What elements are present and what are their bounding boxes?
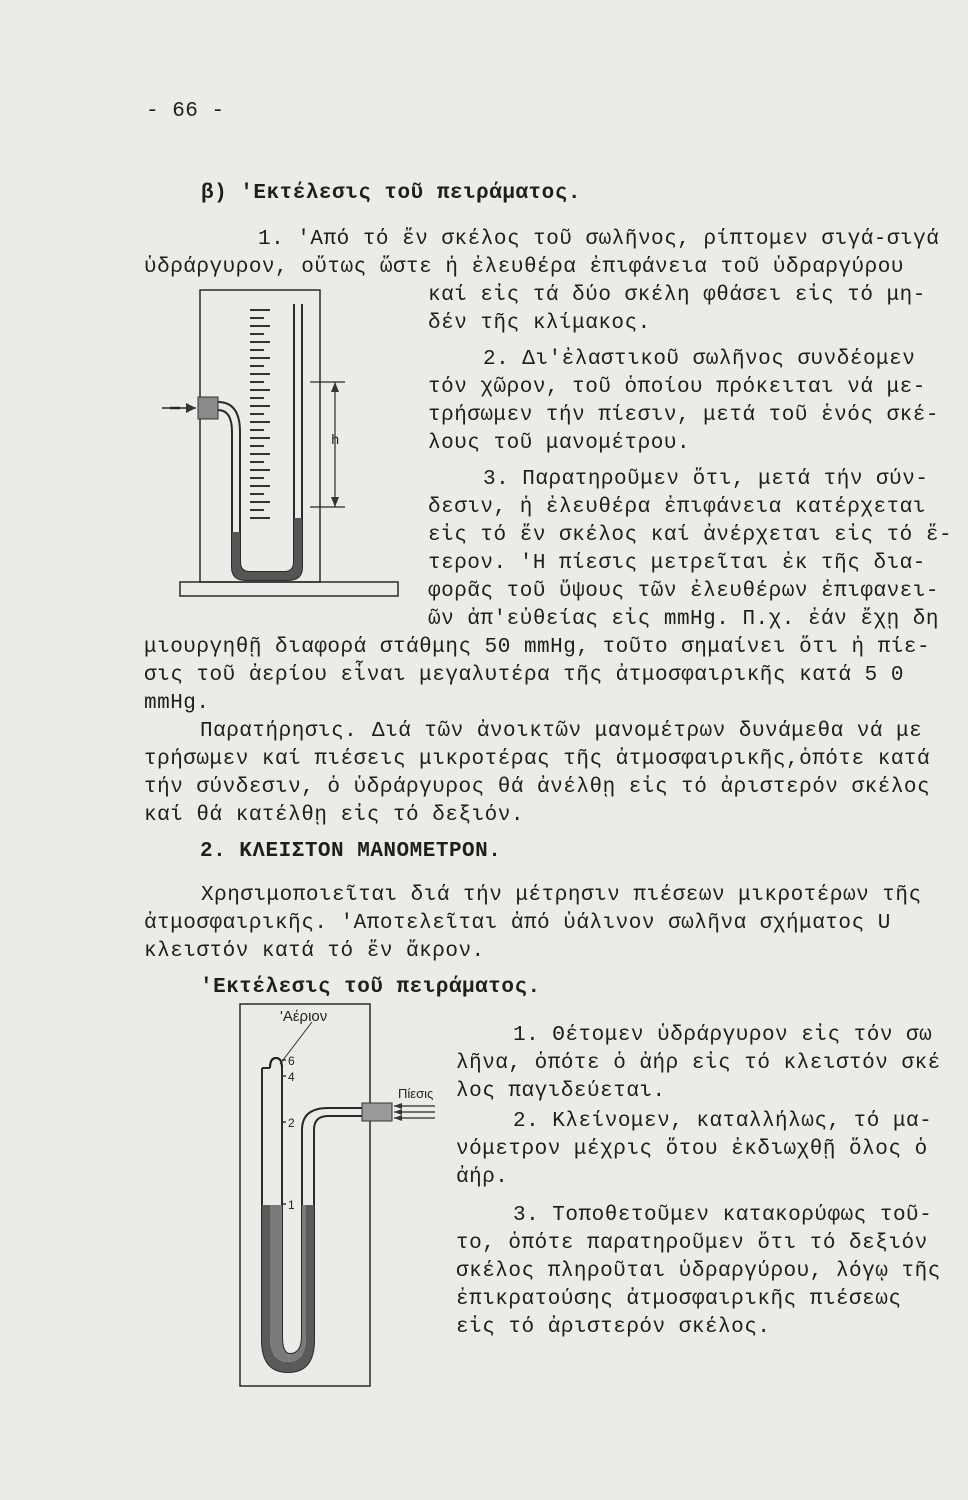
open-manometer-figure	[160, 282, 422, 622]
air-label: 'Αέριον	[280, 1008, 328, 1025]
section-2-exec-line: εἰς τό ἀριστερόν σκέλος.	[456, 1316, 771, 1339]
closed-manometer-figure	[230, 1000, 460, 1390]
section-2-exec-line: το, ὁπότε παρατηροῦμεν ὅτι τό δεξιόν	[456, 1232, 928, 1255]
section-b-line: τερον. 'Η πίεσις μετρεῖται ἐκ τῆς δια-	[428, 552, 926, 575]
section-2-line: ἀτμοσφαιρικῆς. 'Αποτελεῖται ἀπό ὑάλινον σωλῆνα σχήματος U	[144, 912, 891, 935]
section-b-line: καί εἰς τά δύο σκέλη φθάσει εἰς τό μη-	[428, 284, 926, 307]
section-b-heading: β) 'Εκτέλεσις τοῦ πειράματος.	[201, 182, 581, 205]
section-2-exec-line: νόμετρον μέχρις ὅτου ἐκδιωχθῇ ὅλος ὁ	[456, 1138, 928, 1161]
section-2-exec-line: 3. Τοποθετοῦμεν κατακορύφως τοῦ-	[513, 1204, 933, 1227]
remark-line: τήν σύνδεσιν, ὁ ὑδράργυρος θά ἀνέλθῃ εἰς τό ἀριστερόν σκέλος	[144, 776, 931, 799]
section-b-line: ῶν ἀπ'εὐθείας εἰς mmHg. Π.χ. ἐάν ἔχῃ δη	[428, 608, 939, 631]
section-2-exec-line: ἀήρ.	[456, 1166, 509, 1189]
section-2-exec-line: 1. Θέτομεν ὑδράργυρον εἰς τόν σω	[513, 1024, 933, 1047]
section-b-line: τρήσωμεν τήν πίεσιν, μετά τοῦ ἑνός σκέ-	[428, 404, 939, 427]
section-2-exec-heading: 'Εκτέλεσις τοῦ πειράματος.	[200, 976, 541, 999]
page-number: - 66 -	[146, 100, 225, 123]
section-b-line: δεσιν, ἡ ἐλευθέρα ἐπιφάνεια κατέρχεται	[428, 496, 926, 519]
remark-line: Διά τῶν ἀνοικτῶν μανομέτρων δυνάμεθα νά με	[372, 720, 923, 743]
section-b-line: εἰς τό ἕν σκέλος καί ἀνέρχεται εἰς τό ἕ-	[428, 524, 953, 547]
section-b-line: 3. Παρατηροῦμεν ὅτι, μετά τήν σύν-	[483, 468, 929, 491]
section-2-exec-line: ἐπικρατούσης ἀτμοσφαιρικῆς πιέσεως	[456, 1288, 902, 1311]
section-2-exec-line: λος παγιδεύεται.	[456, 1080, 666, 1103]
section-b-line: λους τοῦ μανομέτρου.	[428, 432, 691, 455]
section-2-heading: 2. ΚΛΕΙΣΤΟΝ ΜΑΝΟΜΕΤΡΟΝ.	[200, 840, 502, 863]
section-b-line: μιουργηθῇ διαφορά στάθμης 50 mmHg, τοῦτο σημαίνει ὅτι ἡ πίε-	[144, 636, 931, 659]
section-b-line: φορᾶς τοῦ ὕψους τῶν ἐλευθέρων ἐπιφανει-	[428, 580, 939, 603]
section-2-exec-line: λῆνα, ὁπότε ὁ ἀήρ εἰς τό κλειστόν σκέ	[456, 1052, 941, 1075]
height-label: h	[331, 433, 340, 449]
section-2-line: Χρησιμοποιεῖται διά τήν μέτρησιν πιέσεων μικροτέρων τῆς	[201, 884, 922, 907]
section-b-line: mmHg.	[144, 692, 210, 715]
section-b-line: 1. 'Από τό ἕν σκέλος τοῦ σωλῆνος, ρίπτομεν σιγά-σιγά	[258, 228, 940, 251]
scale-label-6: 6	[288, 1054, 295, 1068]
section-b-line: ὑδράργυρον, οὕτως ὥστε ἡ ἐλευθέρα ἐπιφάνεια τοῦ ὑδραργύρου	[144, 256, 904, 279]
section-2-line: κλειστόν κατά τό ἕν ἄκρον.	[144, 940, 485, 963]
section-b-line: τόν χῶρον, τοῦ ὁποίου πρόκειται νά με-	[428, 376, 926, 399]
scale-label-1: 1	[288, 1198, 295, 1212]
scale-label-4: 4	[288, 1070, 295, 1084]
section-b-line: δέν τῆς κλίμακος.	[428, 312, 651, 335]
remark-line: τρήσωμεν καί πιέσεις μικροτέρας τῆς ἀτμοσφαιρικῆς,ὁπότε κατά	[144, 748, 931, 771]
section-b-line: σις τοῦ ἀερίου εἶναι μεγαλυτέρα τῆς ἀτμοσφαιρικῆς κατά 5 0	[144, 664, 904, 687]
section-2-exec-line: σκέλος πληροῦται ὑδραργύρου, λόγῳ τῆς	[456, 1260, 941, 1283]
scale-ticks	[250, 310, 270, 518]
pressure-label: Πίεσις	[398, 1086, 434, 1101]
section-2-exec-line: 2. Κλείνομεν, καταλλήλως, τό μα-	[513, 1110, 933, 1133]
remark-label: Παρατήρησις.	[200, 720, 358, 743]
remark-line: καί θά κατέλθῃ εἰς τό δεξιόν.	[144, 804, 524, 827]
scale-label-2: 2	[288, 1116, 295, 1130]
section-b-line: 2. Δι'ἐλαστικοῦ σωλῆνος συνδέομεν	[483, 348, 916, 371]
